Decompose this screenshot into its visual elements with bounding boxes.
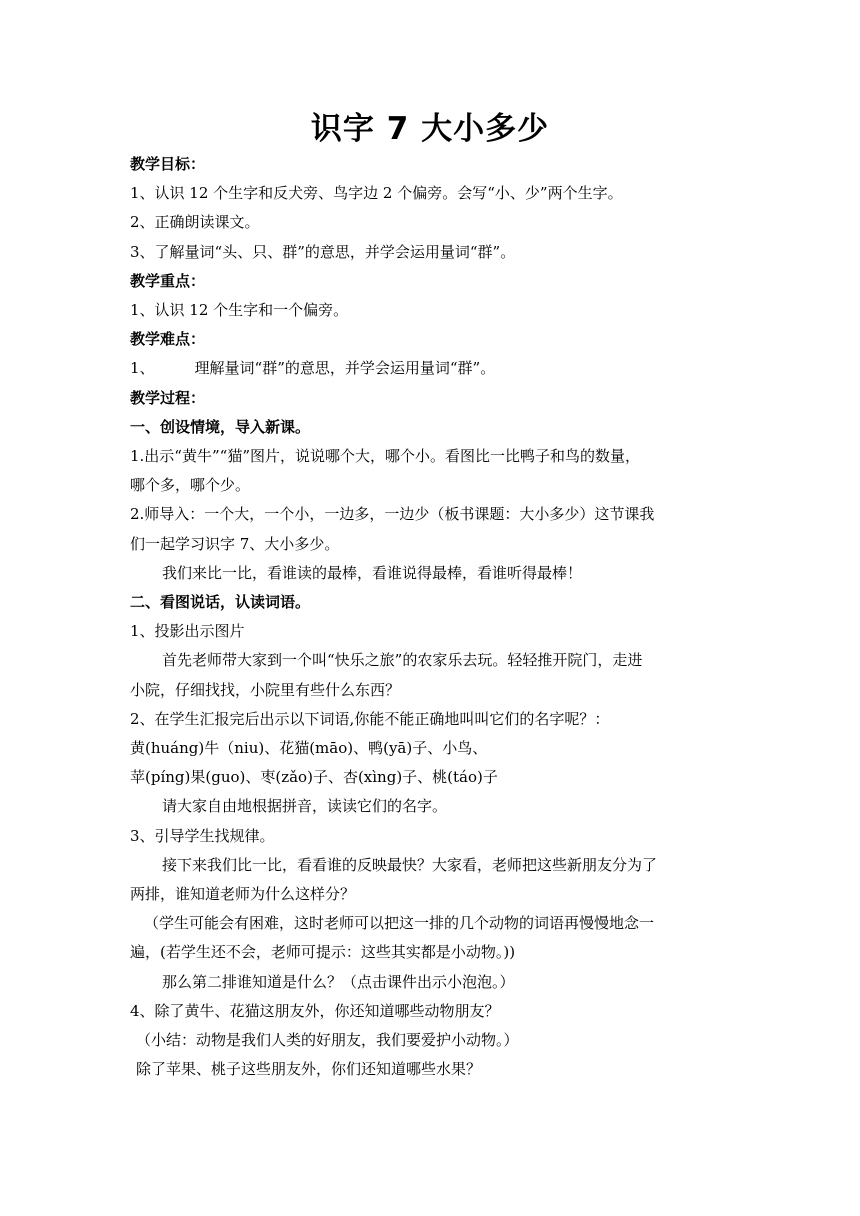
document-body <box>130 150 730 1085</box>
text-line: 1、认识 12 个生字和一个偏旁。 <box>130 301 349 320</box>
text-line: （学生可能会有困难，这时老师可以把这一排的几个动物的词语再慢慢地念一 <box>144 914 655 933</box>
text-line: 请大家自由地根据拼音，读读它们的名字。 <box>162 797 448 816</box>
subsection-heading-2: 二、看图说话，认读词语。 <box>130 593 311 612</box>
text-line: 2、在学生汇报完后出示以下词语,你能不能正确地叫叫它们的名字呢？： <box>130 709 610 728</box>
section-heading-difficulties: 教学难点： <box>130 330 206 349</box>
text-line: 黄(huáng)牛（niu)、花猫(māo)、鸭(yā)子、小鸟、 <box>130 739 488 758</box>
text-line: 4、除了黄牛、花猫这朋友外，你还知道哪些动物朋友？ <box>130 1001 500 1020</box>
text-line: （小结：动物是我们人类的好朋友，我们要爱护小动物。） <box>136 1031 519 1050</box>
section-heading-key-points: 教学重点： <box>130 271 206 290</box>
text-line: 3、了解量词“头、只、群”的意思，并学会运用量词“群”。 <box>130 242 516 261</box>
text-line: 3、引导学生找规律。 <box>130 826 275 845</box>
text-line: 苹(píng)果(guo)、枣(zǎo)子、杏(xìng)子、桃(táo)子 <box>130 768 498 787</box>
text-line: 1.出示“黄牛”“猫”图片，说说哪个大，哪个小。看图比一比鸭子和鸟的数量， <box>130 447 640 466</box>
text-line: 2.师导入：一个大，一个小，一边多，一边少（板书课题：大小多少）这节课我 <box>130 505 655 524</box>
text-line: 2、正确朗读课文。 <box>130 213 260 232</box>
text-line: 遍，(若学生还不会，老师可提示：这些其实都是小动物。)) <box>130 943 516 962</box>
text-line: 1、投影出示图片 <box>130 622 245 641</box>
section-heading-objectives: 教学目标： <box>130 155 206 173</box>
text-line <box>130 354 730 383</box>
list-number: 1、 <box>130 359 155 378</box>
text-line: 我们来比一比，看谁读的最棒，看谁说得最棒，看谁听得最棒！ <box>162 563 583 582</box>
text-line: 首先老师带大家到一个叫“快乐之旅”的农家乐去玩。轻轻推开院门，走进 <box>162 651 643 670</box>
text-line: 1、认识 12 个生字和反犬旁、鸟字边 2 个偏旁。会写“小、少”两个生字。 <box>130 184 623 203</box>
text-line: 两排，谁知道老师为什么这样分？ <box>130 885 356 904</box>
subsection-heading-1: 一、创设情境，导入新课。 <box>130 417 311 436</box>
document-title: 识字 7 大小多少 <box>310 111 550 147</box>
text-line: 们一起学习识字 7、大小多少。 <box>130 534 340 553</box>
list-text: 理解量词“群”的意思，并学会运用量词“群”。 <box>194 359 496 378</box>
text-line: 除了苹果、桃子这些朋友外，你们还知道哪些水果？ <box>136 1060 482 1079</box>
text-line: 哪个多，哪个少。 <box>130 476 251 495</box>
text-line: 接下来我们比一比，看看谁的反映最快？大家看，老师把这些新朋友分为了 <box>162 855 658 874</box>
text-line: 那么第二排谁知道是什么？（点击课件出示小泡泡。） <box>162 972 515 991</box>
section-heading-process: 教学过程： <box>130 388 206 407</box>
text-line: 小院，仔细找找，小院里有些什么东西？ <box>130 680 401 699</box>
